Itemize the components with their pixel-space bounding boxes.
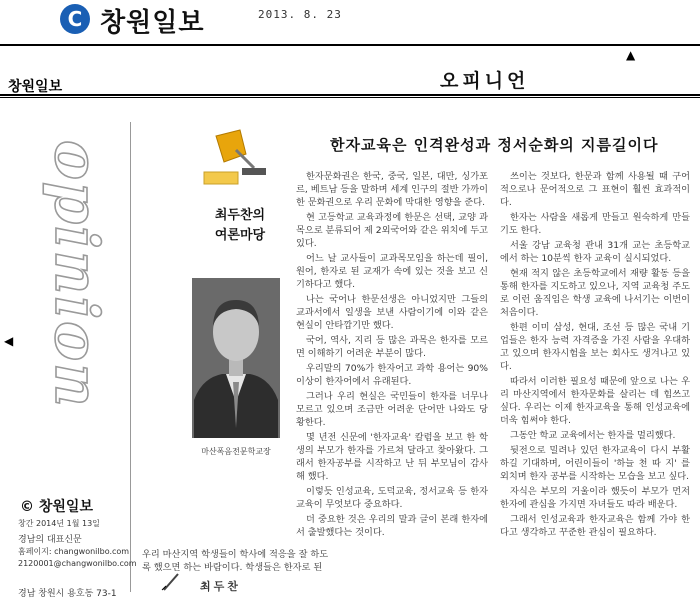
article-paragraph: 이렇듯 인성교육, 도덕교육, 정서교육 등 한자교육이 무엇보다 중요하다. xyxy=(296,486,488,510)
column-title: 최두찬의 여론마당 xyxy=(214,208,266,243)
article-paragraph: 국어, 역사, 지리 등 많은 과목은 한자를 모르면 이해하기 어려운 부분이 많다. xyxy=(296,335,488,359)
section-paper-name: 창원일보 xyxy=(8,79,63,95)
scroll-left-icon[interactable]: ◀ xyxy=(4,334,14,348)
founded-info: 창간 2014년 1월 13일 xyxy=(18,519,100,528)
article-continuation: 우리 마산지역 학생들이 학사에 적응을 잘 하도록 했으면 하는 바람이다. 학생들은 한자로 된 xyxy=(142,549,329,573)
article-paragraph: 현재 적지 않은 초등학교에서 재량 활동 등을 통해 한자를 지도하고 있으나, 지역 교육청 주도로 이런 움직임은 학생 교육에 나서기는 이번이 처음이다. xyxy=(500,268,690,318)
article-paragraph: 그러나 우리 현실은 국민들이 한자를 너무나 모르고 있으며 조금만 어려운 단어만 나와도 당황한다. xyxy=(296,391,488,428)
article-paragraph: 몇 년전 신문에 '한자교육' 칼럼을 보고 한 학생의 부모가 한자를 가르쳐 달라고 찾아왔다. 그래서 한자공부를 시작하고 난 뒤 부모님이 감사해 했다. xyxy=(296,432,488,482)
article-left-column xyxy=(296,170,488,588)
article-paragraph: 더 중요한 것은 우리의 말과 글이 본래 한자에서 출발했다는 것이다. xyxy=(296,514,488,538)
article-paragraph: 우리말의 70%가 한자어고 과학 용어는 90% 이상이 한자어에서 유래된다. xyxy=(296,363,488,387)
section-label: 오피니언 xyxy=(440,70,530,92)
photo-caption: 마산폭음전문학교장 xyxy=(201,447,271,456)
email: 2120001@changwonilbo.com xyxy=(18,559,137,568)
article-right-column xyxy=(500,170,690,588)
article-paragraph: 한편 이미 삼성, 현대, 조선 등 많은 국내 기업들은 한자 능력 자격증을 가진 사람을 우대하고 있으며 한자시험을 보는 회사도 생겨나고 있다. xyxy=(500,322,690,372)
scroll-up-icon[interactable]: ▲ xyxy=(626,48,636,62)
article-paragraph: 자식은 부모의 거울이라 했듯이 부모가 먼저 한자에 관심을 가지면 자녀들도 따라 배운다. xyxy=(500,486,690,510)
pen-icon xyxy=(160,572,182,592)
article-paragraph: 어느 날 교사들이 교과목모임을 하는데 필이, 원어, 한자로 된 교재가 속에 있는 것을 보고 신기하다고 했다. xyxy=(296,253,488,290)
author-photo xyxy=(192,278,280,438)
article-paragraph: 쓰이는 것보다, 한문과 함께 사용될 때 구어적으로나 문어적으로 그 표현이 훨씬 효과적이다. xyxy=(500,171,690,208)
article-headline: 한자교육은 인격완성과 정서순화의 지름길이다 xyxy=(330,136,659,154)
homepage: 홈페이지: changwonilbo.com xyxy=(18,547,130,556)
article-paragraph: 현 고등학교 교육과정에 한문은 선택, 교양 과목으로 분류되어 제 2외국어와 같은 위치에 두고 있다. xyxy=(296,212,488,249)
sidebar-logo: © 창원일보 xyxy=(20,499,93,515)
section-rule-thin xyxy=(0,97,700,98)
address: 경남 창원시 용호동 73-1 xyxy=(18,589,117,599)
article-paragraph: 서울 강남 교육청 관내 31개 교는 초등학교에서 하는 10분씩 한자 교육이 실시되었다. xyxy=(500,240,690,264)
article-paragraph: 그래서 인성교육과 한자교육은 함께 가야 한다고 생각하고 꾸준한 관심이 필요하다. xyxy=(500,514,690,538)
article-paragraph: 뒷전으로 밀려나 있던 한자교육이 다시 부활하길 기대하며, 어린이들이 '하늘 천 따 지' 를 외치며 한자 공부를 시작하는 모습을 보고 싶다. xyxy=(500,445,690,482)
newspaper-logo-icon: C xyxy=(60,4,90,34)
publication-date: 2013. 8. 23 xyxy=(258,8,342,21)
masthead-rule xyxy=(0,44,700,46)
newspaper-title: 창원일보 xyxy=(100,8,205,38)
column-divider xyxy=(130,122,131,592)
article-paragraph: 한자는 사람을 새롭게 만들고 원숙하게 만들기도 한다. xyxy=(500,212,690,236)
article-paragraph: 나는 국어나 한문선생은 아니었지만 그들의 교과서에서 일생을 보낸 사람이기에 이와 같은 현실이 안타깝기만 했다. xyxy=(296,294,488,331)
author-name: 최두찬 xyxy=(200,580,241,593)
svg-text:opinion: opinion xyxy=(41,140,111,409)
article-paragraph: 한자문화권은 한국, 중국, 일본, 대만, 싱가포르, 베트남 등을 말하며 세계 인구의 절반 가까이 한 문화권으로 우리 문화에 막대한 영향을 준다. xyxy=(296,171,488,208)
article-paragraph: 그동안 학교 교육에서는 한자를 멀리했다. xyxy=(510,430,676,441)
section-rule xyxy=(0,94,700,96)
opinion-watermark xyxy=(18,130,128,460)
desk-lamp-icon xyxy=(202,128,272,188)
article-paragraph: 따라서 이러한 필요성 때문에 앞으로 나는 우리 마산지역에서 한자문화를 살리는 데 힘쓰고 싶다. 우리는 이제 한자교육을 통해 인성교육에 더욱 힘써야 한다. xyxy=(500,376,690,426)
motto: 경남의 대표신문 xyxy=(18,535,82,545)
